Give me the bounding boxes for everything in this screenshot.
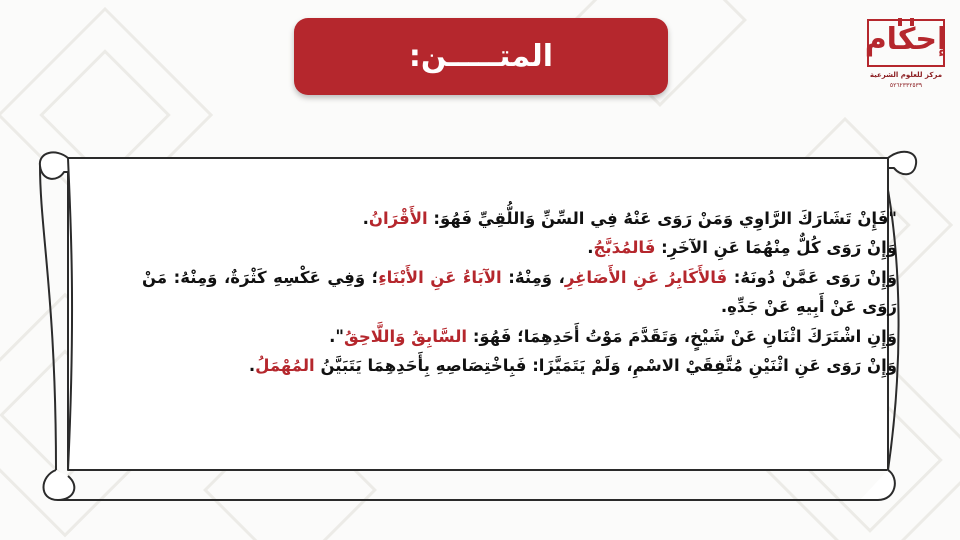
page-title: المتـــــن: (408, 39, 554, 74)
text-line-5 (142, 351, 897, 380)
text-segment: ". (329, 326, 345, 346)
term-akabir: فَالأَكَابِرُ عَنِ الأَصَاغِرِ (564, 267, 728, 287)
text-segment: "فَإِنْ تَشَارَكَ الرَّاوِي وَمَنْ رَوَى عَنْهُ فِي السِّنِّ وَاللُّقِيِّ فَهُوَ: (427, 209, 897, 228)
text-line-4 (142, 322, 897, 351)
term-sabiq-lahiq: السَّابِقُ وَاللَّاحِقُ (344, 326, 468, 346)
term-aba: الآبَاءُ عَنِ الأَبْنَاءِ (378, 267, 502, 287)
text-segment: وَإِنِ اشْتَرَكَ اثْنَانِ عَنْ شَيْخٍ، وَتَقَدَّمَ مَوْتُ أَحَدِهِمَا؛ فَهُوَ: (467, 326, 897, 346)
text-line-1 (142, 204, 897, 233)
logo-subtitle: مركز للعلوم الشرعية (869, 71, 943, 79)
main-text (142, 204, 897, 380)
text-line-2 (142, 233, 897, 262)
text-segment: . (587, 238, 594, 258)
logo-name: إحكام (864, 22, 948, 57)
text-segment: . (362, 209, 369, 228)
text-line-3 (142, 263, 897, 322)
text-segment: ؛ وَفِي عَكْسِهِ كَثْرَةٌ، وَمِنْهُ: مَنْ رَوَى عَنْ أَبِيهِ عَنْ جَدِّهِ. (142, 267, 897, 317)
text-segment: وَإِنْ رَوَى عَمَّنْ دُونَهُ: (727, 267, 898, 287)
text-segment: وَإِنْ رَوَى كُلٌّ مِنْهُمَا عَنِ الآخَرِ: (655, 238, 897, 258)
text-segment: ، وَمِنْهُ: (501, 267, 565, 287)
term-aqran: الأَقْرَانُ (368, 209, 428, 228)
term-muhmal: المُهْمَلُ (255, 356, 315, 376)
logo-phone: ٥٢٦٢٣٣٢٥٣٩ (889, 82, 923, 89)
text-segment: وَإِنْ رَوَى عَنِ اثْنَيْنِ مُتَّفِقَيْ الاسْمِ، وَلَمْ يَتَمَيَّزَا: فَبِاخْتِصَاصِهِ بِأَحَدِهِمَا يَتَبَيَّنُ (314, 356, 897, 376)
term-mudabbaj: فَالمُدَبَّجُ (593, 238, 656, 258)
text-segment: . (248, 356, 256, 376)
